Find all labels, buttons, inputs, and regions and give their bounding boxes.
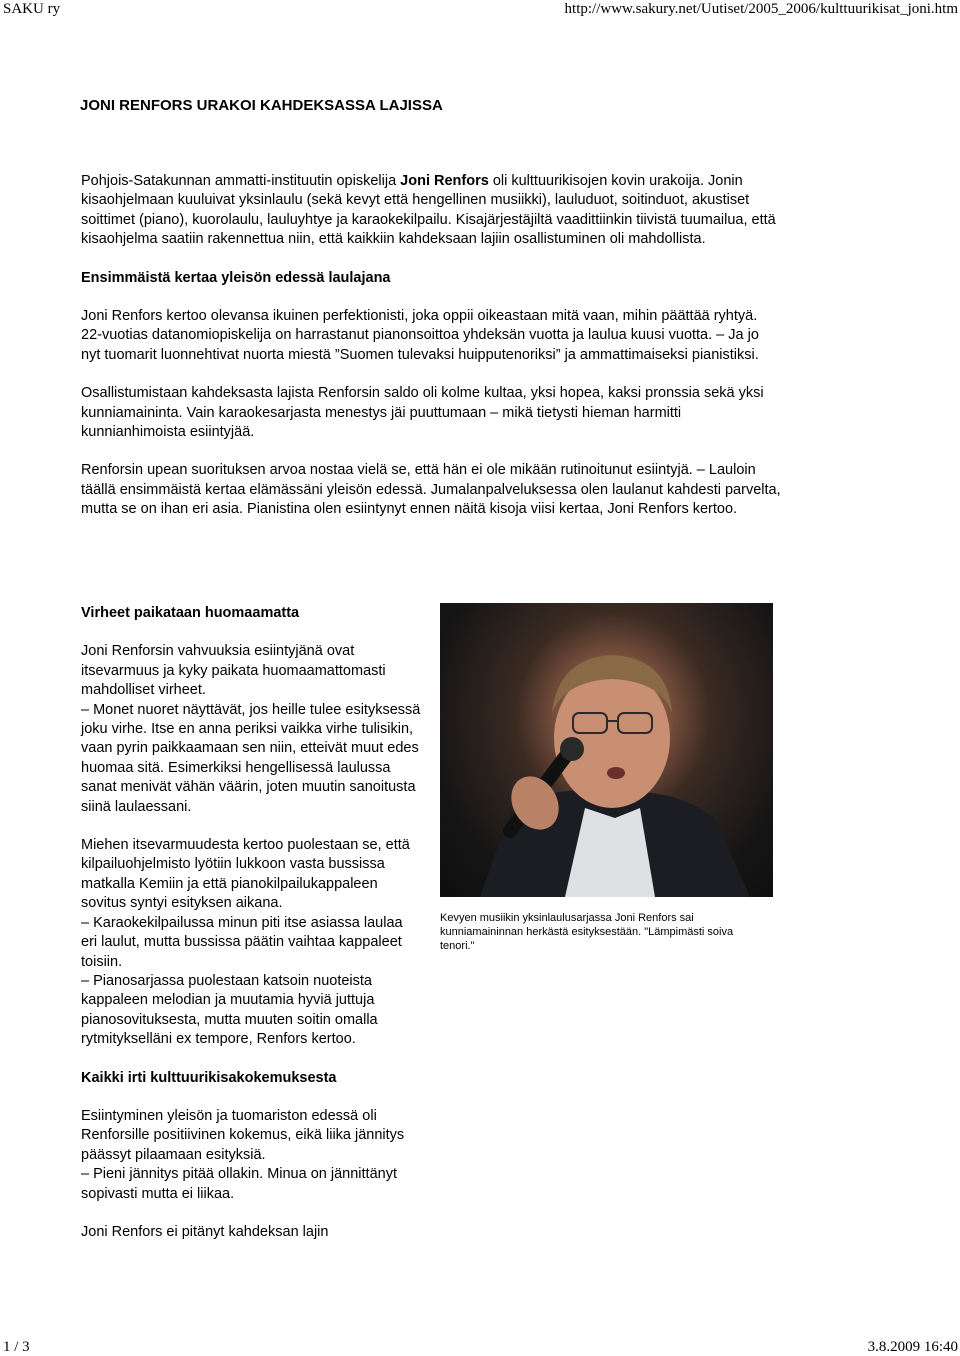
paragraph: Joni Renfors ei pitänyt kahdeksan lajin [81, 1223, 329, 1240]
site-name: SAKU ry [3, 1, 61, 17]
paragraph: Miehen itsevarmuudesta kertoo puolestaan se, että kilpailuohjelmisto lyötiin lukkoon vasta bussissa matkalla Kemiin ja että pianokilpailukappaleen sovitus syntyi esityksen aikana. – Karaokekilpailussa minun piti itse asiassa laulaa eri laulut, mutta bussissa päätin vaihtaa kappaleet toisiin. – Pianosarjassa puolestaan katsoin nuoteista kappaleen melodian ja muutamia hyviä juttuja pianosovituksesta, mutta muuten soitin omalla rytmitykselläni ex tempore, Renfors kertoo. [81, 837, 410, 1048]
intro-name: Joni Renfors [400, 173, 489, 189]
paragraph: Joni Renforsin vahvuuksia esiintyjänä ovat itsevarmuus ja kyky paikata huomaamattomasti mahdolliset virheet. – Monet nuoret näyttävät, jos heille tulee esityksessä joku virhe. Itse en anna periksi vaikka virhe tulisikin, vaan pyrin paikkaamaan sen niin, etteivät muut edes huomaa sitä. Esimerkiksi hengellisessä laulussa sanat menivät vähän väärin, joten muutin sanoitusta siinä laulaessani. [81, 643, 421, 815]
paragraph: Renforsin upean suorituksen arvoa nostaa vielä se, että hän ei ole mikään rutinoitunut esiintyjä. – Lauloin täällä ensimmäistä kertaa elämässäni yleisön edessä. Jumalanpalveluksessa olen laulanut kahdesti parvelta, mutta se on ihan eri asia. Pianistina olen esiintynyt ennen näitä kisoja viisi kertaa, Joni Renfors kertoo. [81, 462, 781, 518]
print-header [0, 0, 960, 20]
page-url[interactable]: http://www.sakury.net/Uutiset/2005_2006/kulttuurikisat_joni.htm [564, 1, 958, 17]
article-narrow-column [81, 604, 421, 1261]
section-heading: Virheet paikataan huomaamatta [81, 605, 300, 621]
paragraph: Joni Renfors kertoo olevansa ikuinen perfektionisti, joka oppii oikeastaan mitä vaan, mihin päättää ryhtyä. 22-vuotias datanomiopiskelija on harrastanut pianonsoittoa yhdeksän vuotta ja laulua kuusi vuotta. – Ja jo nyt tuomarit luonnehtivat nuorta miestä ”Suomen tulevaksi huipputenoriksi” ja ammattimaiseksi pianistiksi. [81, 308, 759, 363]
article-photo [440, 603, 773, 897]
singer-photo-illustration [440, 603, 773, 897]
paragraph: Osallistumistaan kahdeksasta lajista Renforsin saldo oli kolme kultaa, yksi hopea, kaksi pronssia sekä yksi kunniamaininta. Vain karaokesarjasta menestys jäi puuttumaan – mikä tietysti hieman harmitti kunnianhimoista esiintyjää. [81, 385, 764, 441]
intro-paragraph: Pohjois-Satakunnan ammatti-instituutin opiskelija Joni Renfors oli kulttuurikisojen kovin urakoija. Jonin kisaohjelmaan kuuluivat yksinlaulu (sekä kevyt että hengellinen musiikki), lauluduot, soitinduot, akustiset soittimet (piano), kuorolaulu, lauluyhtye ja karaokekilpailu. Kisajärjestäjiltä vaadittiinkin tiivistä tuumailua, että kisaohjelma saatiin rakennettua niin, että kaikkiin kahdeksaan lajiin osallistuminen oli mahdollista. [81, 173, 776, 248]
photo-caption: Kevyen musiikin yksinlaulusarjassa Joni Renfors sai kunniamaininnan herkästä esityksestään. "Lämpimästi soiva tenori." [440, 912, 734, 952]
print-footer [0, 1336, 960, 1356]
paragraph: Esiintyminen yleisön ja tuomariston edessä oli Renforsille positiivinen kokemus, eikä liika jännitys päässyt pilaamaan esityksiä. – Pieni jännitys pitää ollakin. Minua on jännittänyt sopivasti mutta ei liikaa. [81, 1107, 405, 1202]
section-heading: Kaikki irti kulttuurikisakokemuksesta [81, 1069, 337, 1086]
section-heading: Ensimmäistä kertaa yleisön edessä laulajana [81, 269, 391, 286]
article-top [81, 172, 781, 539]
print-datetime: 3.8.2009 16:40 [867, 1339, 958, 1355]
article-title: JONI RENFORS URAKOI KAHDEKSASSA LAJISSA [80, 97, 443, 114]
page-number: 1 / 3 [3, 1339, 30, 1355]
